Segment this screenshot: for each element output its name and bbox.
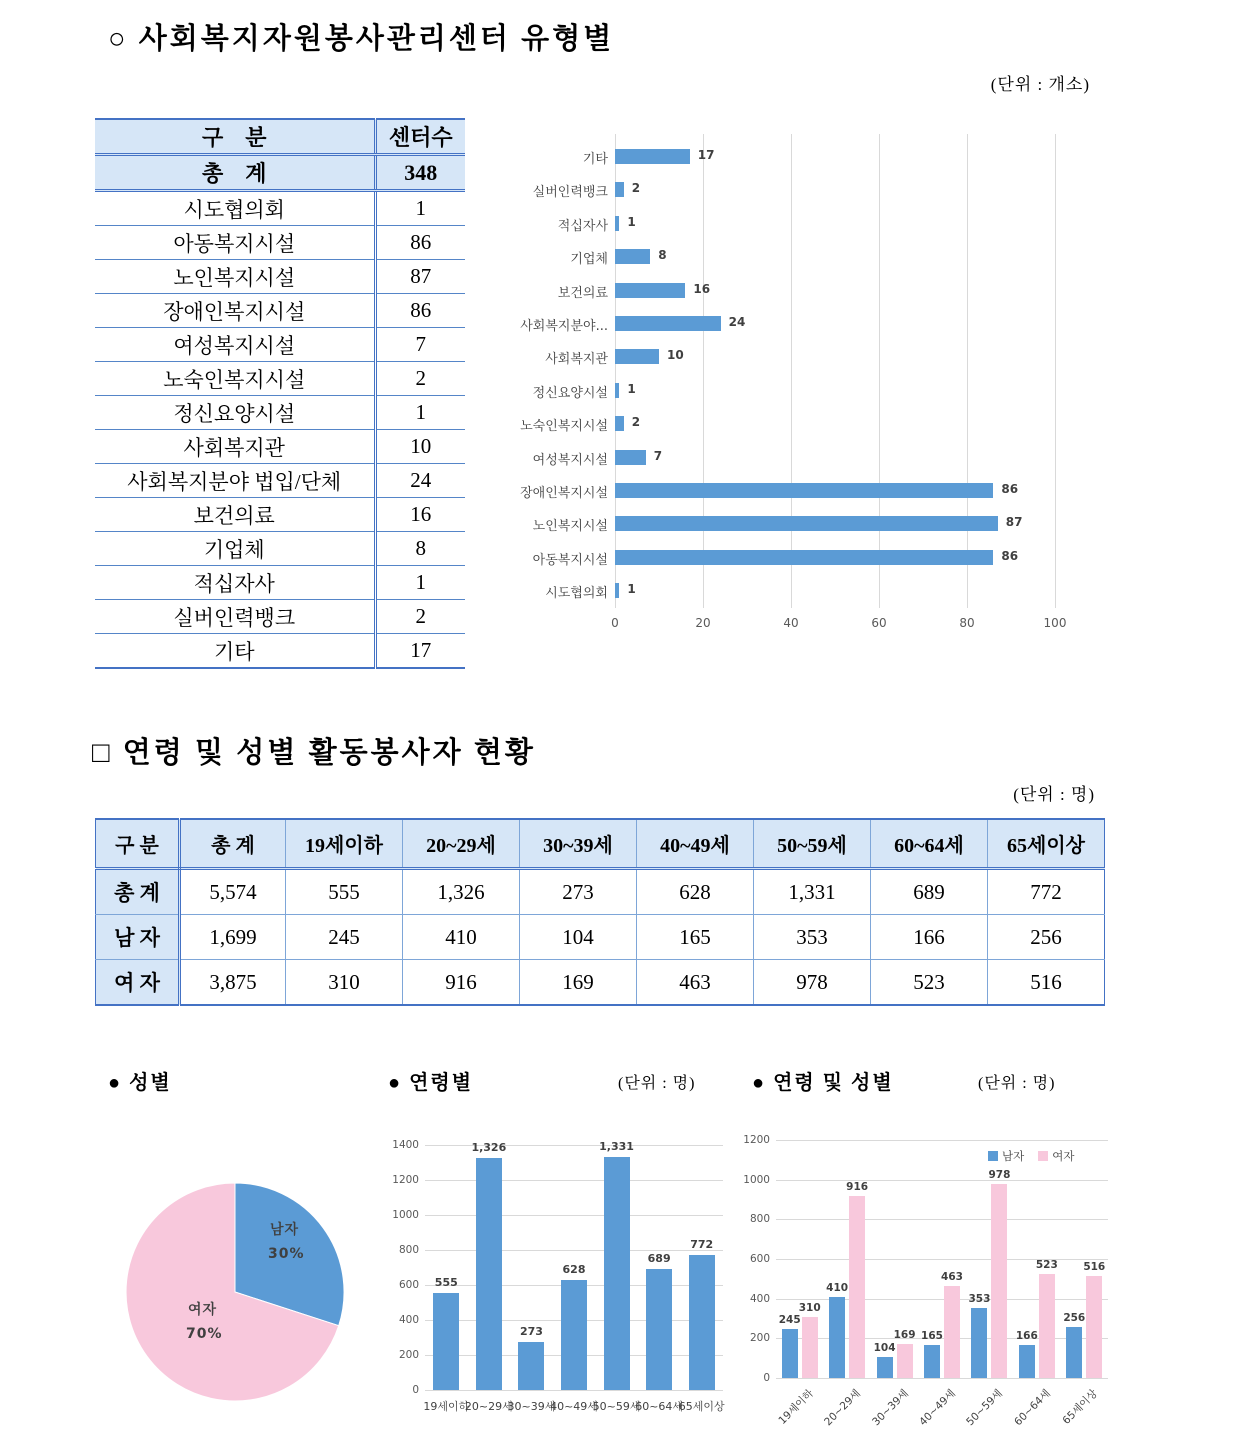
table1-header-count: 센터수 [375,119,465,155]
hbar-category-label: 기타 [582,152,608,167]
table2-value-cell: 165 [637,915,754,960]
gbar-category-label: 40~49세 [917,1387,958,1429]
table2-value-cell: 104 [520,915,637,960]
table2-value-cell: 555 [286,869,403,915]
table2-value-cell: 772 [988,869,1105,915]
table1-category-cell: 기타 [95,634,375,669]
table1-header-category: 구 분 [95,119,375,155]
table1-category-cell: 사회복지관 [95,430,375,464]
table1-row [95,464,465,498]
vbar-y-tick: 1200 [392,1174,419,1186]
table2-header-cell: 총 계 [180,819,286,869]
vbar-value-label: 628 [562,1263,586,1277]
vbar-value-label: 1,331 [599,1140,634,1154]
table1-header-row [95,119,465,155]
table2-header-cell: 구 분 [96,819,180,869]
legend-item-female [1038,1148,1074,1164]
section2-unit: (단위 : 명) [1013,785,1095,804]
table2-row [96,869,1105,915]
gbar-value-label: 169 [893,1329,916,1342]
gbar-legend [988,1148,1074,1164]
hbar-category-label: 기업체 [570,252,608,268]
gbar-value-label: 245 [778,1314,801,1327]
vbar-bar [689,1255,715,1390]
table2-value-cell: 353 [754,915,871,960]
vbar-category-label: 60~64세 [635,1400,684,1413]
vbar-bar [433,1293,459,1390]
vbar-y-tick: 0 [412,1384,419,1396]
gbar-y-tick: 800 [749,1213,770,1226]
hbar-value-label: 16 [693,281,711,296]
hbar-bar [615,249,650,264]
hbar-bar [615,149,690,164]
table1-category-cell: 아동복지시설 [95,226,375,260]
age-chart-label: ● 연령별 [388,1072,474,1094]
vbar-value-label: 1,326 [471,1140,507,1154]
table2-header-row [96,819,1105,869]
center-type-bar-chart [498,126,1108,642]
table1-category-cell: 여성복지시설 [95,328,375,362]
table1-row [95,532,465,566]
gbar-category-label: 50~59세 [964,1387,1006,1429]
table1-count-cell: 7 [375,328,465,362]
table1-count-cell: 1 [375,396,465,430]
legend-swatch [1038,1151,1048,1161]
vbar-bar [604,1157,630,1390]
gbar-y-tick: 0 [763,1372,770,1384]
hbar-bar [615,550,993,565]
vbar-y-tick: 1400 [392,1139,419,1151]
hbar-category-label: 정신요양시설 [532,385,608,401]
hbar-gridline [791,134,792,608]
hbar-value-label: 24 [728,315,746,329]
table1-count-cell: 10 [375,430,465,464]
hbar-gridline [615,134,616,608]
hbar-value-label: 2 [631,415,641,430]
vbar-gridline [425,1390,723,1391]
table1-count-cell: 24 [375,464,465,498]
table2-value-cell: 516 [988,960,1105,1006]
table1-row [95,396,465,430]
gbar-bar-female [802,1317,818,1378]
gbar-bar-female [991,1184,1007,1378]
table2-value-cell: 3,875 [180,960,286,1006]
hbar-value-label: 1 [627,582,636,597]
hbar-category-label: 보건의료 [557,285,608,301]
gbar-value-label: 410 [826,1281,849,1294]
hbar-value-label: 1 [627,214,636,229]
table1-row [95,498,465,532]
table1-total-value: 348 [375,155,465,191]
vbar-value-label: 689 [647,1252,671,1266]
gbar-bar-male [1066,1327,1082,1378]
section2-title: □ 연령 및 성별 활동봉사자 현황 [92,737,536,769]
vbar-y-tick: 200 [398,1349,419,1361]
table2-header-cell: 65세이상 [988,819,1105,869]
vbar-y-tick: 400 [398,1314,419,1326]
hbar-bar [615,182,624,197]
gbar-value-label: 166 [1015,1330,1038,1343]
section1-title: ○ 사회복지자원봉사관리센터 유형별 [108,23,615,55]
gbar-category-label: 65세이상 [1060,1387,1101,1427]
hbar-category-label: 적십자사 [557,218,608,234]
table2-value-cell: 5,574 [180,869,286,915]
hbar-gridline [879,134,880,608]
table1-category-cell: 적십자사 [95,566,375,600]
vbar-y-tick: 800 [398,1244,419,1256]
table1-category-cell: 기업체 [95,532,375,566]
table2-value-cell: 1,331 [754,869,871,915]
vbar-category-label: 40~49세 [550,1400,598,1413]
hbar-category-label: 장애인복지시설 [520,486,608,501]
gbar-bar-male [829,1297,845,1378]
hbar-bar [615,283,685,298]
table2-value-cell: 463 [637,960,754,1006]
vbar-bar [646,1269,672,1390]
table1-row [95,430,465,464]
table2-header-cell: 19세이하 [286,819,403,869]
table1-count-cell: 8 [375,532,465,566]
gbar-gridline [776,1219,1108,1220]
gbar-category-label: 60~64세 [1011,1387,1053,1429]
table1-category-cell: 사회복지분야 법입/단체 [95,464,375,498]
hbar-bar [615,416,624,431]
center-type-table [95,118,465,669]
table2-value-cell: 169 [520,960,637,1006]
table1-category-cell: 보건의료 [95,498,375,532]
age-gender-chart-label: ● 연령 및 성별 [752,1072,894,1094]
age-gender-bar-chart [736,1120,1166,1435]
age-gender-table [95,818,1105,1006]
vbar-category-label: 20~29세 [464,1400,513,1413]
table1-row [95,362,465,396]
table2-value-cell: 245 [286,915,403,960]
gbar-bar-male [782,1329,798,1378]
gbar-bar-female [897,1344,913,1378]
table1-row [95,294,465,328]
hbar-bar [615,516,998,531]
gbar-value-label: 463 [941,1271,963,1284]
gbar-value-label: 516 [1083,1260,1106,1273]
hbar-value-label: 86 [1001,548,1019,563]
hbar-bar [615,583,619,598]
gbar-value-label: 353 [968,1292,991,1305]
age-bar-chart [383,1120,731,1435]
table1-row [95,634,465,669]
gbar-bar-female [1086,1276,1102,1378]
hbar-category-label: 실버인력뱅크 [532,185,608,201]
gbar-y-tick: 200 [749,1332,770,1345]
vbar-y-tick: 1000 [392,1209,419,1221]
table1-total-row [95,155,465,191]
table1-count-cell: 87 [375,260,465,294]
table2-value-cell: 410 [403,915,520,960]
hbar-value-label: 7 [653,448,663,463]
table2-row-label: 남 자 [96,915,180,960]
gbar-gridline [776,1378,1108,1379]
table2-value-cell: 978 [754,960,871,1006]
gender-pie-svg [112,1148,367,1435]
hbar-category-label: 사회복지관 [545,352,608,368]
table2-value-cell: 916 [403,960,520,1006]
gbar-gridline [776,1180,1108,1181]
hbar-category-label: 사회복지분야... [520,319,608,334]
hbar-category-label: 노인복지시설 [532,519,608,535]
pie-label: 여자 [188,1302,218,1318]
gbar-value-label: 916 [846,1181,869,1194]
hbar-x-tick: 40 [783,616,799,630]
table1-row [95,226,465,260]
gbar-y-tick: 400 [749,1292,770,1305]
vbar-category-label: 65세이상 [678,1400,725,1413]
gbar-value-label: 165 [921,1330,943,1343]
gender-chart-label: ● 성별 [108,1072,172,1094]
table2-value-cell: 166 [871,915,988,960]
gbar-value-label: 523 [1035,1259,1058,1272]
table1-count-cell: 16 [375,498,465,532]
table1-count-cell: 86 [375,294,465,328]
gbar-bar-male [924,1345,940,1378]
legend-item-male [988,1148,1024,1164]
table2-row [96,960,1105,1006]
table1-count-cell: 17 [375,634,465,669]
table1-row [95,191,465,226]
hbar-value-label: 1 [627,381,636,396]
hbar-value-label: 87 [1005,515,1023,530]
hbar-bar [615,450,646,465]
hbar-value-label: 10 [667,348,684,363]
table1-row [95,566,465,600]
table1-count-cell: 86 [375,226,465,260]
table1-row [95,328,465,362]
vbar-bar [561,1280,587,1390]
table2-value-cell: 1,326 [403,869,520,915]
vbar-value-label: 772 [690,1237,714,1251]
gbar-gridline [776,1299,1108,1300]
table2-header-cell: 60~64세 [871,819,988,869]
table2-row [96,915,1105,960]
table2-header-cell: 20~29세 [403,819,520,869]
gbar-value-label: 310 [798,1301,821,1314]
table1-category-cell: 시도협의회 [95,191,375,226]
vbar-category-label: 19세이하 [423,1400,470,1413]
legend-label: 남자 [1002,1149,1025,1163]
gbar-y-tick: 1000 [743,1173,770,1186]
hbar-x-tick: 100 [1043,616,1067,630]
hbar-category-label: 아동복지시설 [532,552,608,568]
table2-value-cell: 256 [988,915,1105,960]
age-gender-chart-unit: (단위 : 명) [978,1075,1056,1092]
gbar-bar-male [971,1308,987,1378]
table1-count-cell: 1 [375,191,465,226]
table1-category-cell: 노숙인복지시설 [95,362,375,396]
table1-count-cell: 1 [375,566,465,600]
hbar-bar [615,216,619,231]
gbar-bar-female [1039,1274,1055,1378]
age-chart-unit: (단위 : 명) [618,1075,696,1092]
vbar-category-label: 30~39세 [507,1400,556,1413]
hbar-value-label: 17 [697,148,715,162]
legend-swatch [988,1151,998,1161]
hbar-x-tick: 80 [959,616,975,630]
hbar-x-tick: 20 [695,616,711,630]
legend-label: 여자 [1052,1149,1075,1163]
gbar-value-label: 978 [988,1169,1011,1182]
hbar-category-label: 노숙인복지시설 [520,419,608,435]
table2-value-cell: 310 [286,960,403,1006]
hbar-x-tick: 60 [871,616,887,630]
hbar-bar [615,316,721,331]
table2-value-cell: 273 [520,869,637,915]
table1-category-cell: 정신요양시설 [95,396,375,430]
gbar-gridline [776,1140,1108,1141]
gbar-y-tick: 600 [749,1253,770,1265]
gbar-bar-male [1019,1345,1035,1378]
table1-total-label: 총 계 [95,155,375,191]
gender-pie-chart [112,1148,367,1435]
vbar-gridline [425,1215,723,1216]
hbar-bar [615,483,993,498]
hbar-value-label: 8 [658,248,667,263]
table2-value-cell: 523 [871,960,988,1006]
table2-value-cell: 628 [637,869,754,915]
vbar-bar [518,1342,544,1390]
vbar-gridline [425,1180,723,1181]
table1-category-cell: 장애인복지시설 [95,294,375,328]
table2-row-label: 여 자 [96,960,180,1006]
hbar-gridline [967,134,968,608]
table1-category-cell: 실버인력뱅크 [95,600,375,634]
hbar-value-label: 2 [631,181,641,196]
table2-header-cell: 50~59세 [754,819,871,869]
vbar-value-label: 273 [519,1325,543,1339]
section1-unit: (단위 : 개소) [990,75,1090,94]
gbar-value-label: 104 [873,1342,896,1355]
table1-count-cell: 2 [375,600,465,634]
table2-value-cell: 689 [871,869,988,915]
hbar-bar [615,383,619,398]
hbar-x-tick: 0 [611,616,619,630]
table2-value-cell: 1,699 [180,915,286,960]
gbar-bar-male [877,1357,893,1378]
table1-row [95,600,465,634]
hbar-bar [615,349,659,364]
vbar-category-label: 50~59세 [592,1400,641,1413]
vbar-value-label: 555 [434,1275,458,1289]
gbar-category-label: 30~39세 [869,1387,911,1429]
table1-category-cell: 노인복지시설 [95,260,375,294]
table2-header-cell: 40~49세 [637,819,754,869]
table1-count-cell: 2 [375,362,465,396]
hbar-value-label: 86 [1001,482,1019,496]
table2-header-cell: 30~39세 [520,819,637,869]
hbar-gridline [1055,134,1056,608]
gbar-category-label: 20~29세 [822,1387,864,1429]
gbar-category-label: 19세이하 [776,1387,816,1427]
gbar-value-label: 256 [1063,1312,1086,1325]
hbar-category-label: 시도협의회 [545,586,608,602]
gbar-y-tick: 1200 [743,1134,770,1146]
hbar-gridline [703,134,704,608]
vbar-y-tick: 600 [398,1279,419,1291]
table2-row-label: 총 계 [96,869,180,915]
pie-label: 30% [268,1246,305,1262]
pie-label: 남자 [270,1222,300,1238]
pie-label: 70% [186,1326,223,1342]
hbar-category-label: 여성복지시설 [532,452,608,468]
vbar-bar [476,1158,502,1390]
table1-row [95,260,465,294]
